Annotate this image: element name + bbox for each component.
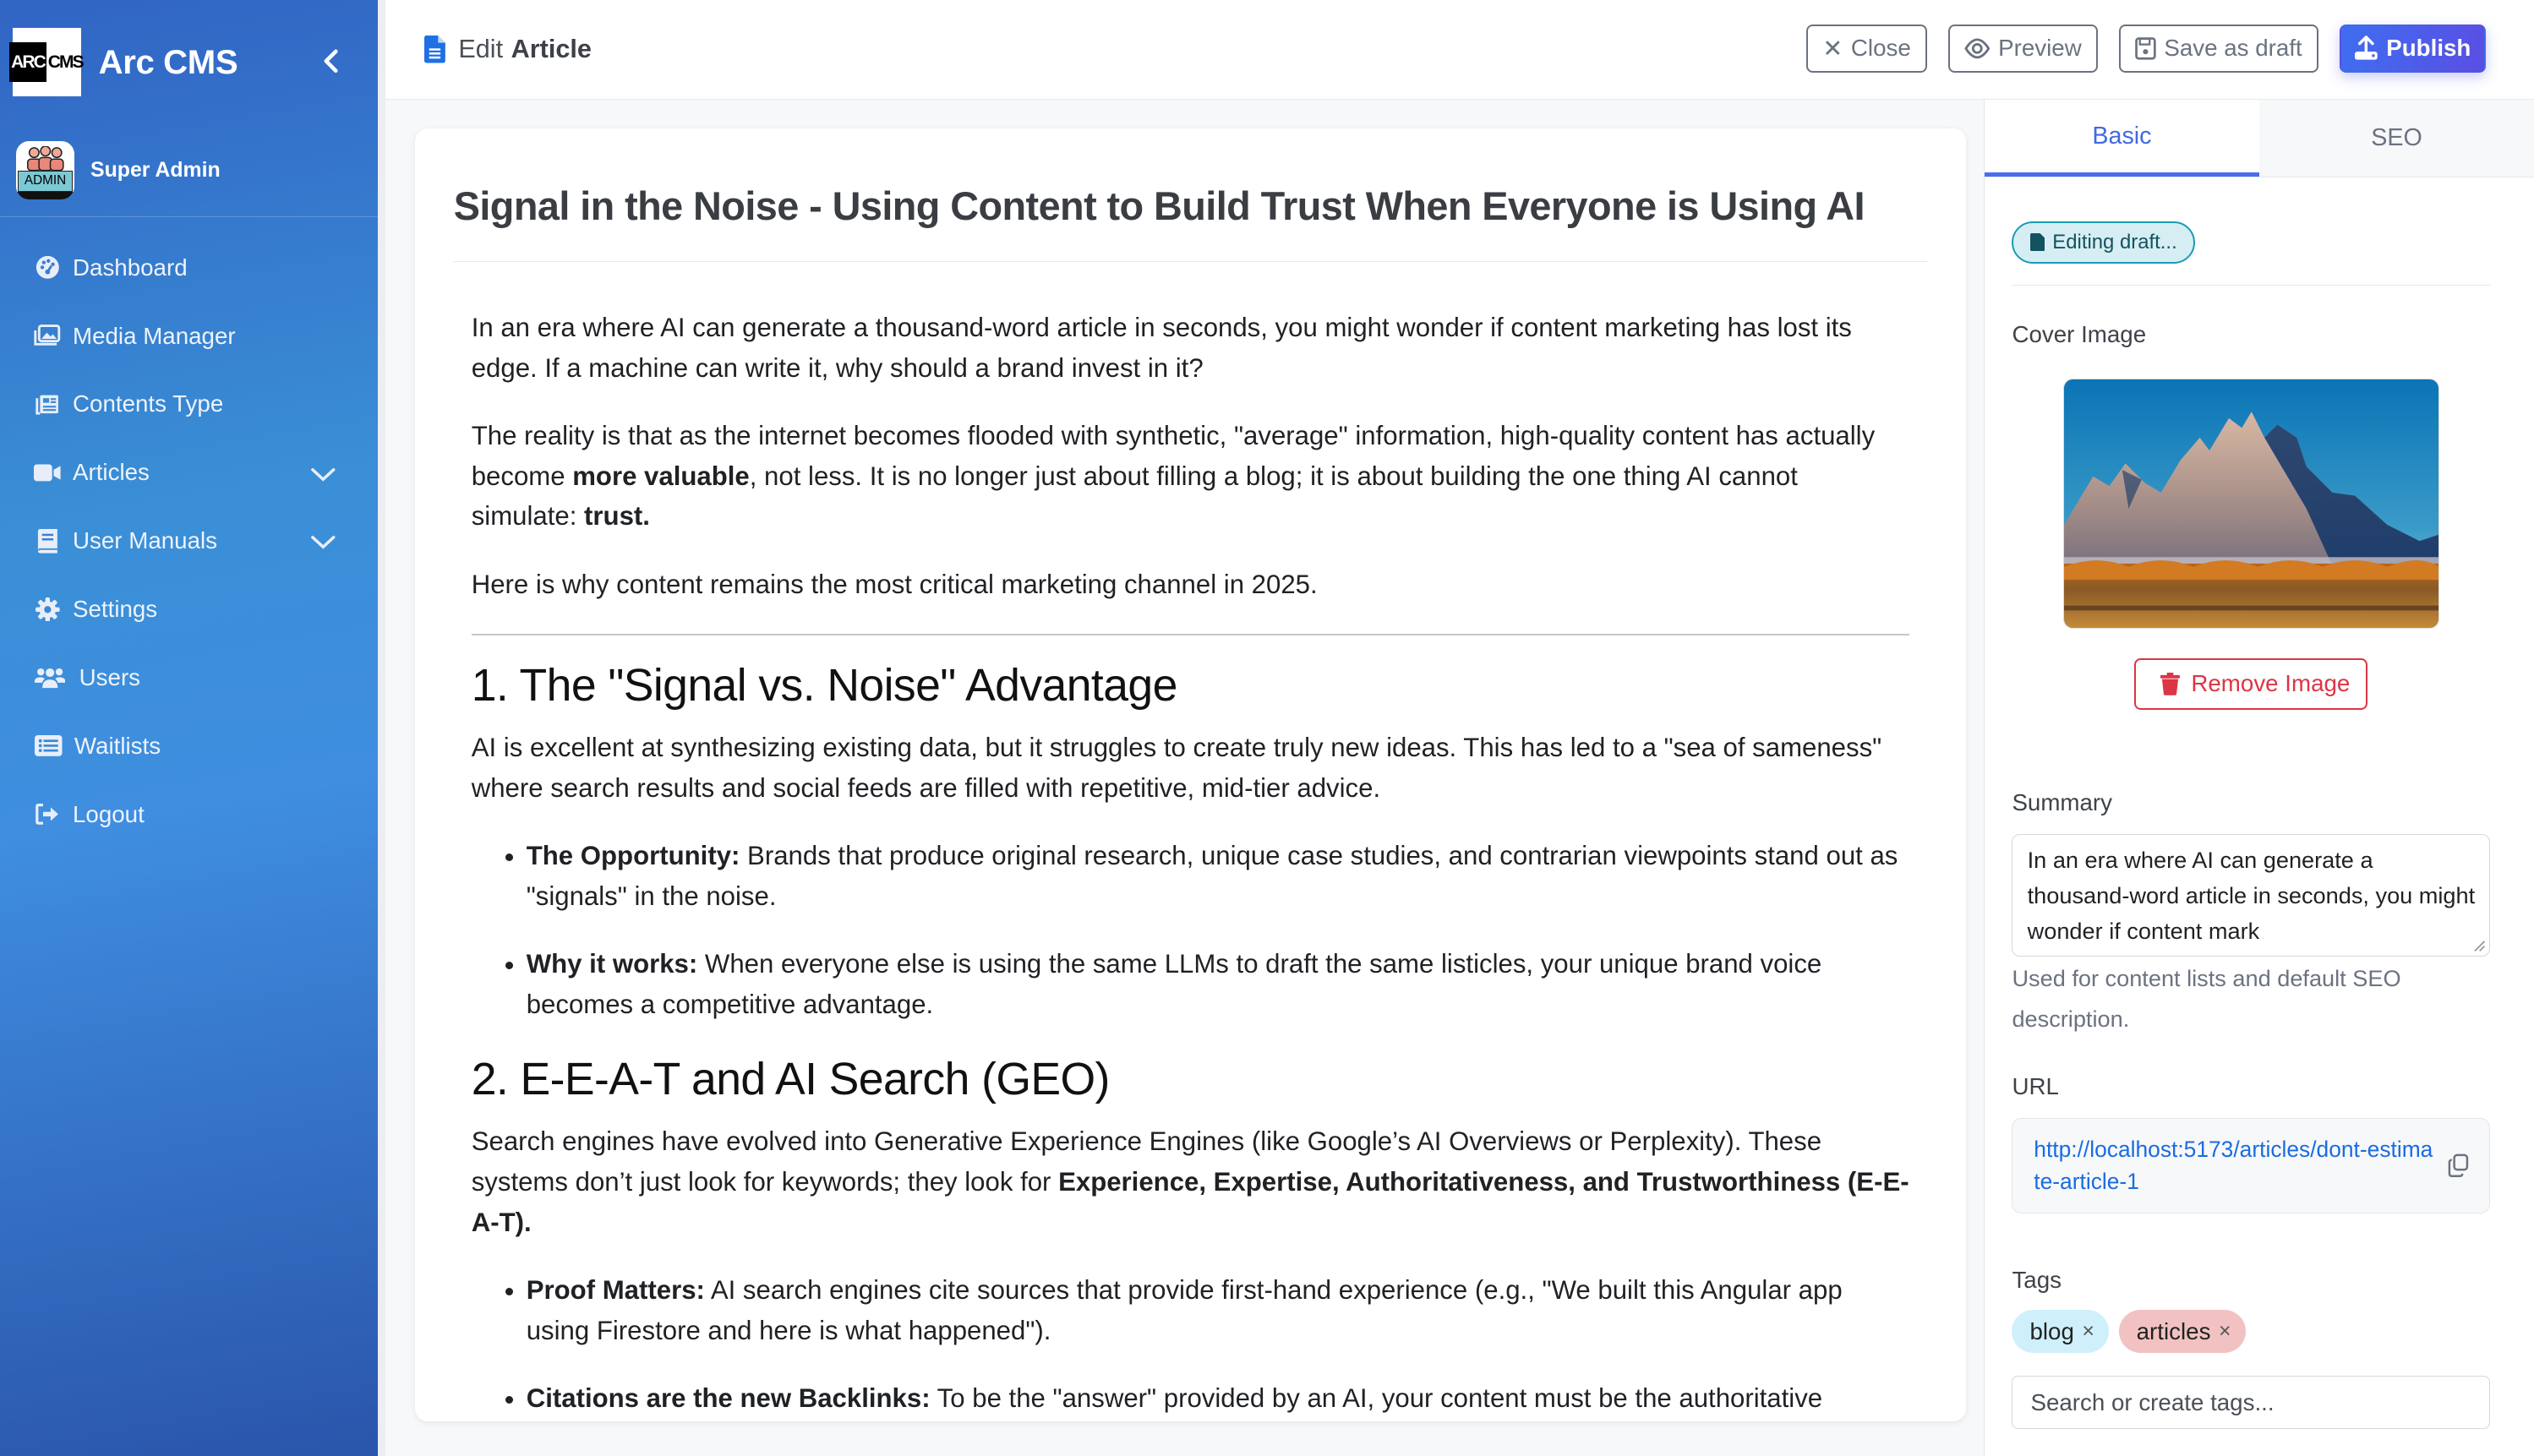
tag-chip-blog <box>2012 1310 2109 1354</box>
panel-tabs <box>1985 100 2534 178</box>
video-icon <box>34 460 62 486</box>
url-field <box>2012 1118 2490 1213</box>
settings-panel <box>1984 100 2534 1456</box>
logo-text-right: CMS <box>47 52 83 72</box>
section-heading: 2. E-E-A-T and AI Search (GEO) <box>471 1055 1110 1105</box>
topbar <box>385 0 2534 100</box>
resize-handle-icon[interactable] <box>2473 940 2486 952</box>
trash-icon <box>2160 673 2180 695</box>
sidebar-item-contents-type[interactable] <box>0 370 378 439</box>
divider <box>472 634 1909 635</box>
chevron-down-icon[interactable] <box>310 461 336 488</box>
book-icon <box>34 528 62 554</box>
gear-icon <box>34 597 62 623</box>
chevron-left-icon <box>323 48 339 74</box>
copy-icon[interactable] <box>2448 1153 2469 1178</box>
paragraph: Here is why content remains the most critical marketing channel in 2025. <box>471 569 1318 599</box>
paragraph: Search engines have evolved into Generative Experience Engines (like Google’s AI Overviews or Perplexity). These systems don’t just look for keywords; they look for Experience, Expertise, Authoritativeness, and Trustworthiness (E-E-A-T). <box>471 1126 1909 1238</box>
header-actions <box>1806 25 2486 73</box>
remove-image-label: Remove Image <box>2191 670 2351 697</box>
sidebar-item-label: Contents Type <box>73 390 224 417</box>
close-button[interactable] <box>1806 25 1927 73</box>
preview-label: Preview <box>1998 35 2082 62</box>
sidebar-item-waitlists[interactable] <box>0 712 378 780</box>
summary-hint: Used for content lists and default SEO description. <box>2012 964 2401 1032</box>
bullet-list <box>472 836 1909 1025</box>
summary-textarea[interactable] <box>2012 834 2490 957</box>
images-icon <box>34 323 62 349</box>
cover-image-label: Cover Image <box>2012 320 2147 347</box>
remove-tag-icon[interactable]: × <box>2219 1319 2231 1343</box>
sidebar-item-label: Logout <box>73 800 145 827</box>
summary-label: Summary <box>2012 788 2113 815</box>
tag-label: articles <box>2136 1317 2211 1344</box>
save-draft-label: Save as draft <box>2164 35 2302 62</box>
close-icon: ✕ <box>1822 35 1843 63</box>
avatar <box>16 141 74 199</box>
paragraph: In an era where AI can generate a thousand-word article in seconds, you might wonder if content marketing has lost its edge. If a machine can write it, why should a brand invest in it? <box>471 312 1852 383</box>
sidebar-item-dashboard[interactable] <box>0 233 378 302</box>
file-icon <box>2030 233 2045 251</box>
tag-list <box>2012 1310 2490 1354</box>
list-item: • Proof Matters: AI search engines cite sources that provide first-hand experience (e.g., "We built this Angular app using Firestore and here is what happened"). <box>527 1270 1909 1351</box>
newspaper-icon <box>34 391 62 417</box>
close-label: Close <box>1850 35 1911 62</box>
editor-wrapper <box>385 100 1984 1456</box>
sidebar-item-label: User Manuals <box>73 527 218 554</box>
save-draft-button[interactable] <box>2119 25 2318 73</box>
user-profile[interactable] <box>0 124 378 217</box>
tag-chip-articles <box>2119 1310 2246 1354</box>
avatar-label: ADMIN <box>18 171 73 192</box>
app-name: Arc CMS <box>98 42 238 81</box>
users-icon <box>34 665 66 691</box>
upload-icon <box>2354 35 2378 62</box>
sidebar-item-logout[interactable] <box>0 780 378 848</box>
publish-button[interactable] <box>2340 25 2486 73</box>
url-label: URL <box>2012 1072 2059 1099</box>
list-item: • Citations are the new Backlinks: To be the "answer" provided by an AI, your content must be the authoritative <box>527 1378 1909 1419</box>
sidebar-item-label: Waitlists <box>74 732 161 759</box>
remove-tag-icon[interactable]: × <box>2082 1319 2094 1343</box>
tag-search-field[interactable] <box>2012 1376 2490 1429</box>
floppy-disk-icon <box>2135 37 2156 60</box>
admin-people-icon <box>23 146 68 171</box>
paragraph: The reality is that as the internet becomes flooded with synthetic, "average" information, high-quality content has actually become more valuable, not less. It is no longer just about filling a blog; it is about building the one thing AI cannot simulate: trust. <box>471 420 1876 532</box>
sidebar-item-media-manager[interactable] <box>0 302 378 370</box>
remove-image-button[interactable] <box>2134 658 2367 710</box>
paragraph: AI is excellent at synthesizing existing data, but it struggles to create truly new ideas. This has led to a "sea of sameness" where search results and social feeds are filled with repetitive, mid-tier advice. <box>471 732 1882 803</box>
tab-seo[interactable]: SEO <box>2259 100 2534 177</box>
arc-cms-logo <box>11 28 83 95</box>
publish-label: Publish <box>2386 35 2471 62</box>
sidebar-item-label: Articles <box>73 459 150 486</box>
sidebar-item-label: Users <box>79 663 141 690</box>
sidebar-item-label: Media Manager <box>73 322 236 349</box>
title-prefix: Edit <box>458 34 504 63</box>
section-heading: 1. The "Signal vs. Noise" Advantage <box>471 660 1177 711</box>
user-name: Super Admin <box>90 158 221 182</box>
list-icon <box>34 733 63 760</box>
sidebar-item-user-manuals[interactable] <box>0 507 378 575</box>
collapse-sidebar-button[interactable] <box>317 42 346 81</box>
logo-text-left: ARC <box>9 42 46 82</box>
page-title <box>424 35 592 64</box>
article-editor[interactable] <box>415 128 1966 1421</box>
content-body <box>385 100 2534 1456</box>
sidebar-item-settings[interactable] <box>0 575 378 644</box>
article-title-input[interactable]: Signal in the Noise - Using Content to Build Trust When Everyone is Using AI <box>454 128 1927 262</box>
sidebar-item-label: Dashboard <box>73 254 188 281</box>
main-area <box>378 0 2534 1456</box>
list-item: • The Opportunity: Brands that produce original research, unique case studies, and contrarian viewpoints stand out as "signals" in the noise. <box>527 836 1909 917</box>
status-text: Editing draft... <box>2052 230 2177 254</box>
tag-label: blog <box>2029 1317 2074 1344</box>
status-badge <box>2012 221 2194 264</box>
tag-search-input[interactable] <box>2028 1388 2476 1418</box>
sidebar-nav <box>0 217 378 848</box>
sidebar-item-users[interactable] <box>0 644 378 712</box>
tags-label: Tags <box>2012 1266 2062 1293</box>
sidebar-item-articles[interactable] <box>0 439 378 507</box>
sidebar <box>0 0 378 1456</box>
preview-button[interactable] <box>1948 25 2098 73</box>
summary-value: In an era where AI can generate a thousand-word article in seconds, you might wonder if content mark <box>2027 847 2476 945</box>
sidebar-item-label: Settings <box>73 596 158 623</box>
bullet-list <box>472 1270 1909 1419</box>
document-icon <box>424 35 445 63</box>
article-url-link[interactable]: http://localhost:5173/articles/dont-estimate-article-1 <box>2034 1136 2433 1195</box>
cover-image[interactable] <box>2063 379 2440 629</box>
title-entity: Article <box>511 34 592 63</box>
eye-icon <box>1964 37 1991 60</box>
dashboard-gauge-icon <box>34 254 62 281</box>
logout-icon <box>34 801 62 827</box>
chevron-down-icon[interactable] <box>310 530 336 557</box>
rich-text-content[interactable] <box>454 262 1927 1419</box>
list-item: • Why it works: When everyone else is using the same LLMs to draft the same listicles, your unique brand voice becomes a competitive advantage. <box>527 944 1909 1025</box>
tab-basic[interactable]: Basic <box>1985 100 2259 177</box>
